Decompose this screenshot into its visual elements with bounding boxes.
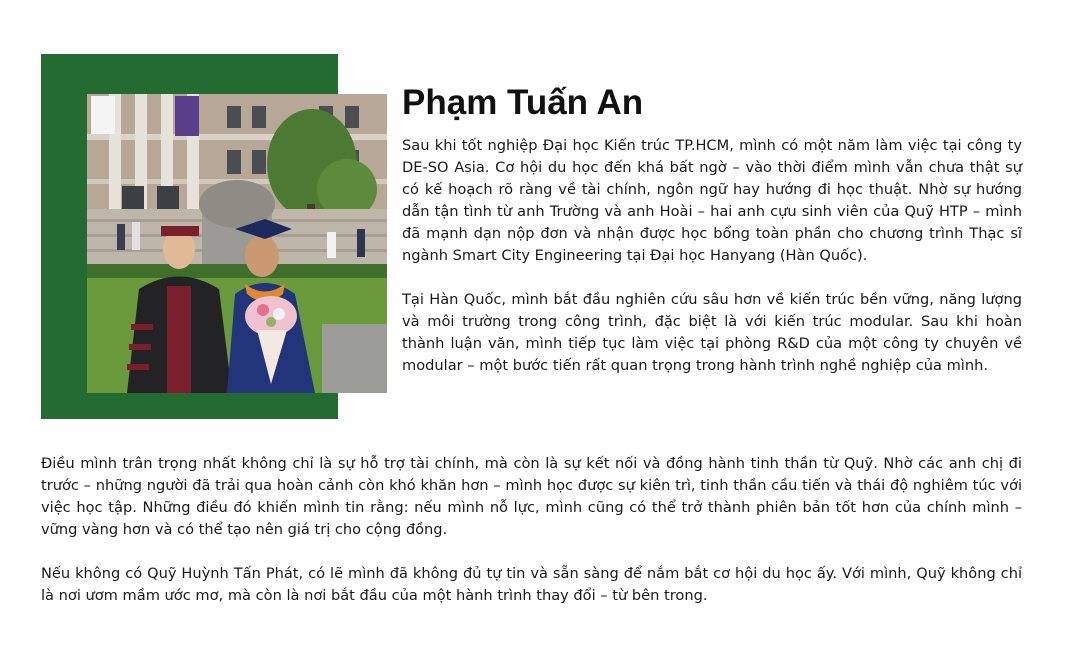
intro-paragraph: Sau khi tốt nghiệp Đại học Kiến trúc TP.HCM, mình có một năm làm việc tại công ty DE-SO Asia. Cơ hội du học đến khá bất ngờ – vào thời điểm mình vẫn chưa thật sự có kế hoạch rõ ràng về tài chính, ngôn ngữ hay hướng đi học thuật. Nhờ sự hướng dẫn tận tình từ anh Trường và anh Hoài – hai anh cựu sinh viên của Quỹ HTP – mình đã mạnh dạn nộp đơn và nhận được học bổng toàn phần cho chương trình Thạc sĩ ngành Smart City Engineering tại Đại học Hanyang (Hàn Quốc). bbox=[402, 137, 1022, 264]
graduation-photo bbox=[87, 94, 387, 393]
reflection-paragraph: Điều mình trân trọng nhất không chỉ là sự hỗ trợ tài chính, mà còn là sự kết nối và đồng hành tinh thần từ Quỹ. Nhờ các anh chị đi trước – những người đã trải qua hoàn cảnh còn khó khăn hơn – mình học được sự kiên trì, tinh thần cầu tiến và thái độ nghiêm túc với việc học tập. Những điều đó khiến mình tin rằng: nếu mình nỗ lực, mình cũng có thể trở thành phiên bản tốt hơn của chính mình – vững vàng hơn và có thể tạo nên giá trị cho cộng đồng. bbox=[41, 455, 1022, 538]
intro-paragraph: Tại Hàn Quốc, mình bắt đầu nghiên cứu sâu hơn về kiến trúc bền vững, năng lượng và môi trường trong công trình, đặc biệt là với kiến trúc modular. Sau khi hoàn thành luận văn, mình tiếp tục làm việc tại phòng R&D của một công ty chuyên về modular – một bước tiến rất quan trọng trong hành trình nghề nghiệp của mình. bbox=[402, 291, 1022, 374]
reflection-section bbox=[41, 453, 1022, 607]
intro-section bbox=[402, 135, 1022, 377]
person-name: Phạm Tuấn An bbox=[402, 83, 644, 122]
reflection-paragraph: Nếu không có Quỹ Huỳnh Tấn Phát, có lẽ mình đã không đủ tự tin và sẵn sàng để nắm bắt cơ hội du học ấy. Với mình, Quỹ không chỉ là nơi ươm mầm ước mơ, mà còn là nơi bắt đầu của một hành trình thay đổi – từ bên trong. bbox=[41, 565, 1022, 604]
